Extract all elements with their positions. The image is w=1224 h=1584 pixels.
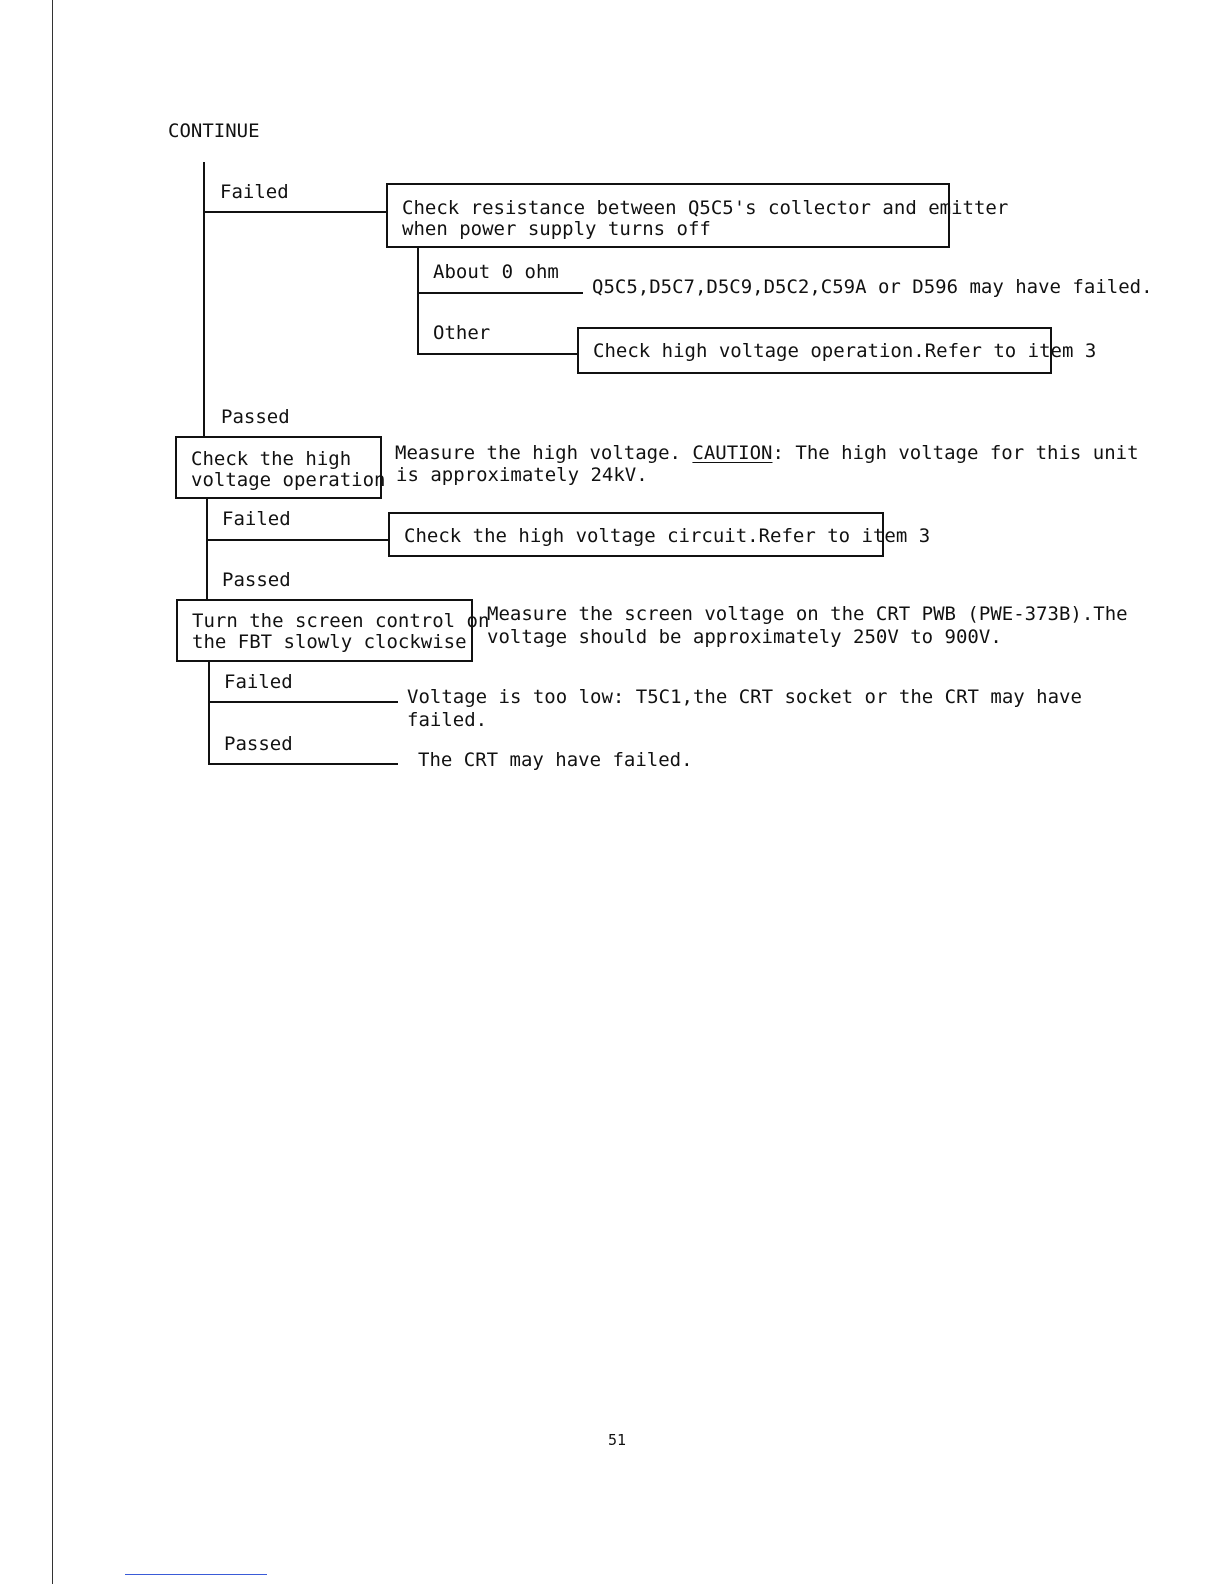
- caution-word: CAUTION: [692, 442, 773, 464]
- screen-control-line1: Turn the screen control on: [192, 610, 490, 632]
- too-low-line2: failed.: [407, 709, 488, 731]
- passed-label-2: Passed: [222, 569, 291, 591]
- passed-label-3: Passed: [224, 733, 293, 755]
- check-resistance-line1: Check resistance between Q5C5's collector and emitter: [402, 197, 1009, 219]
- crt-failed-text: The CRT may have failed.: [418, 749, 693, 771]
- measure-hv-pre: Measure the high voltage.: [395, 442, 693, 464]
- measure-screen-line1: Measure the screen voltage on the CRT PWB (PWE-373B).The: [487, 603, 1128, 625]
- measure-screen-line2: voltage should be approximately 250V to 900V.: [487, 626, 1002, 648]
- other-label: Other: [433, 322, 491, 344]
- spine-top: [203, 162, 205, 436]
- continue-heading: CONTINUE: [168, 120, 260, 142]
- sub-spine: [417, 248, 419, 354]
- failed-label-2: Failed: [222, 508, 291, 530]
- measure-hv-post: : The high voltage for this unit: [772, 442, 1139, 464]
- spine-bottom: [208, 662, 210, 764]
- passed-label-1: Passed: [221, 406, 290, 428]
- failed-connector-3: [208, 701, 398, 703]
- about-connector: [417, 292, 583, 294]
- failed-label-3: Failed: [224, 671, 293, 693]
- check-hv-line1: Check the high: [191, 448, 352, 470]
- screen-control-line2: the FBT slowly clockwise: [192, 631, 467, 653]
- page-number: 51: [608, 1431, 627, 1449]
- hv-operation-ref-text: Check high voltage operation.Refer to item 3: [593, 340, 1097, 362]
- failed-connector-1: [203, 211, 387, 213]
- passed-connector-3: [208, 763, 398, 765]
- screen-control-box: [176, 599, 490, 662]
- measure-hv-line1: [395, 443, 1139, 464]
- check-resistance-box: [386, 183, 1009, 248]
- other-connector: [417, 353, 579, 355]
- about-0-ohm-label: About 0 ohm: [433, 261, 559, 283]
- hv-circuit-text: Check the high voltage circuit.Refer to item 3: [404, 525, 931, 547]
- check-hv-operation-box: [175, 436, 386, 499]
- about-result-text: Q5C5,D5C7,D5C9,D5C2,C59A or D596 may have failed.: [592, 276, 1153, 298]
- failed-connector-2: [206, 539, 390, 541]
- footer-rule: [125, 1574, 267, 1575]
- page-margin-line: [52, 0, 53, 1584]
- measure-hv-line2: is approximately 24kV.: [396, 464, 648, 486]
- hv-operation-ref-box: [577, 327, 1097, 374]
- hv-circuit-box: [388, 512, 931, 557]
- check-hv-line2: voltage operation: [191, 469, 386, 491]
- check-resistance-line2: when power supply turns off: [402, 218, 711, 240]
- spine-middle: [206, 499, 208, 600]
- too-low-line1: Voltage is too low: T5C1,the CRT socket or the CRT may have: [407, 686, 1082, 708]
- failed-label-1: Failed: [220, 181, 289, 203]
